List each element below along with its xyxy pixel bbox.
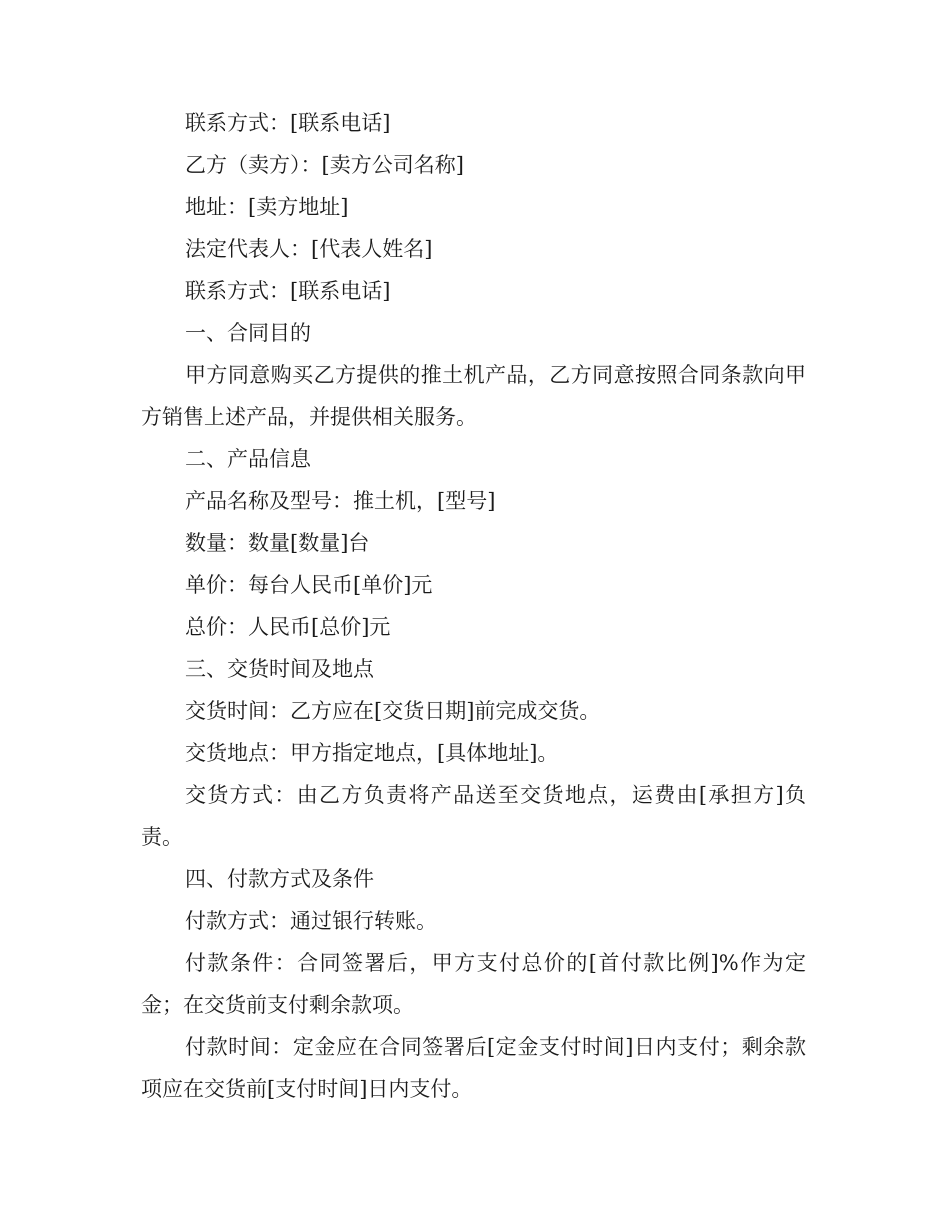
product-name-line: 产品名称及型号：推土机，[型号] <box>185 489 496 513</box>
section-heading-product-info: 二、产品信息 <box>185 447 311 471</box>
payment-time-paragraph: 付款时间：定金应在合同签署后[定金支付时间]日内支付；剩余款项应在交货前[支付时间]日内支付。 <box>141 1035 806 1101</box>
delivery-time-line: 交货时间：乙方应在[交货日期]前完成交货。 <box>185 699 601 723</box>
payment-conditions-paragraph: 付款条件：合同签署后，甲方支付总价的[首付款比例]%作为定金；在交货前支付剩余款项。 <box>141 951 806 1017</box>
seller-party-line: 乙方（卖方）：[卖方公司名称] <box>185 153 464 177</box>
buyer-contact-line: 联系方式：[联系电话] <box>185 111 391 135</box>
delivery-location-line: 交货地点：甲方指定地点，[具体地址]。 <box>185 741 559 765</box>
section-heading-purpose: 一、合同目的 <box>185 321 311 345</box>
seller-representative-line: 法定代表人：[代表人姓名] <box>185 237 433 261</box>
seller-address-line: 地址：[卖方地址] <box>185 195 349 219</box>
quantity-line: 数量：数量[数量]台 <box>185 531 370 555</box>
purpose-paragraph: 甲方同意购买乙方提供的推土机产品，乙方同意按照合同条款向甲方销售上述产品，并提供相关服务。 <box>141 363 806 429</box>
total-price-line: 总价：人民币[总价]元 <box>185 615 391 639</box>
section-heading-payment: 四、付款方式及条件 <box>185 867 374 891</box>
section-heading-delivery: 三、交货时间及地点 <box>185 657 374 681</box>
payment-method-line: 付款方式：通过银行转账。 <box>185 909 437 933</box>
document-body <box>141 102 806 1110</box>
delivery-method-paragraph: 交货方式：由乙方负责将产品送至交货地点，运费由[承担方]负责。 <box>141 783 806 849</box>
unit-price-line: 单价：每台人民币[单价]元 <box>185 573 433 597</box>
seller-contact-line: 联系方式：[联系电话] <box>185 279 391 303</box>
